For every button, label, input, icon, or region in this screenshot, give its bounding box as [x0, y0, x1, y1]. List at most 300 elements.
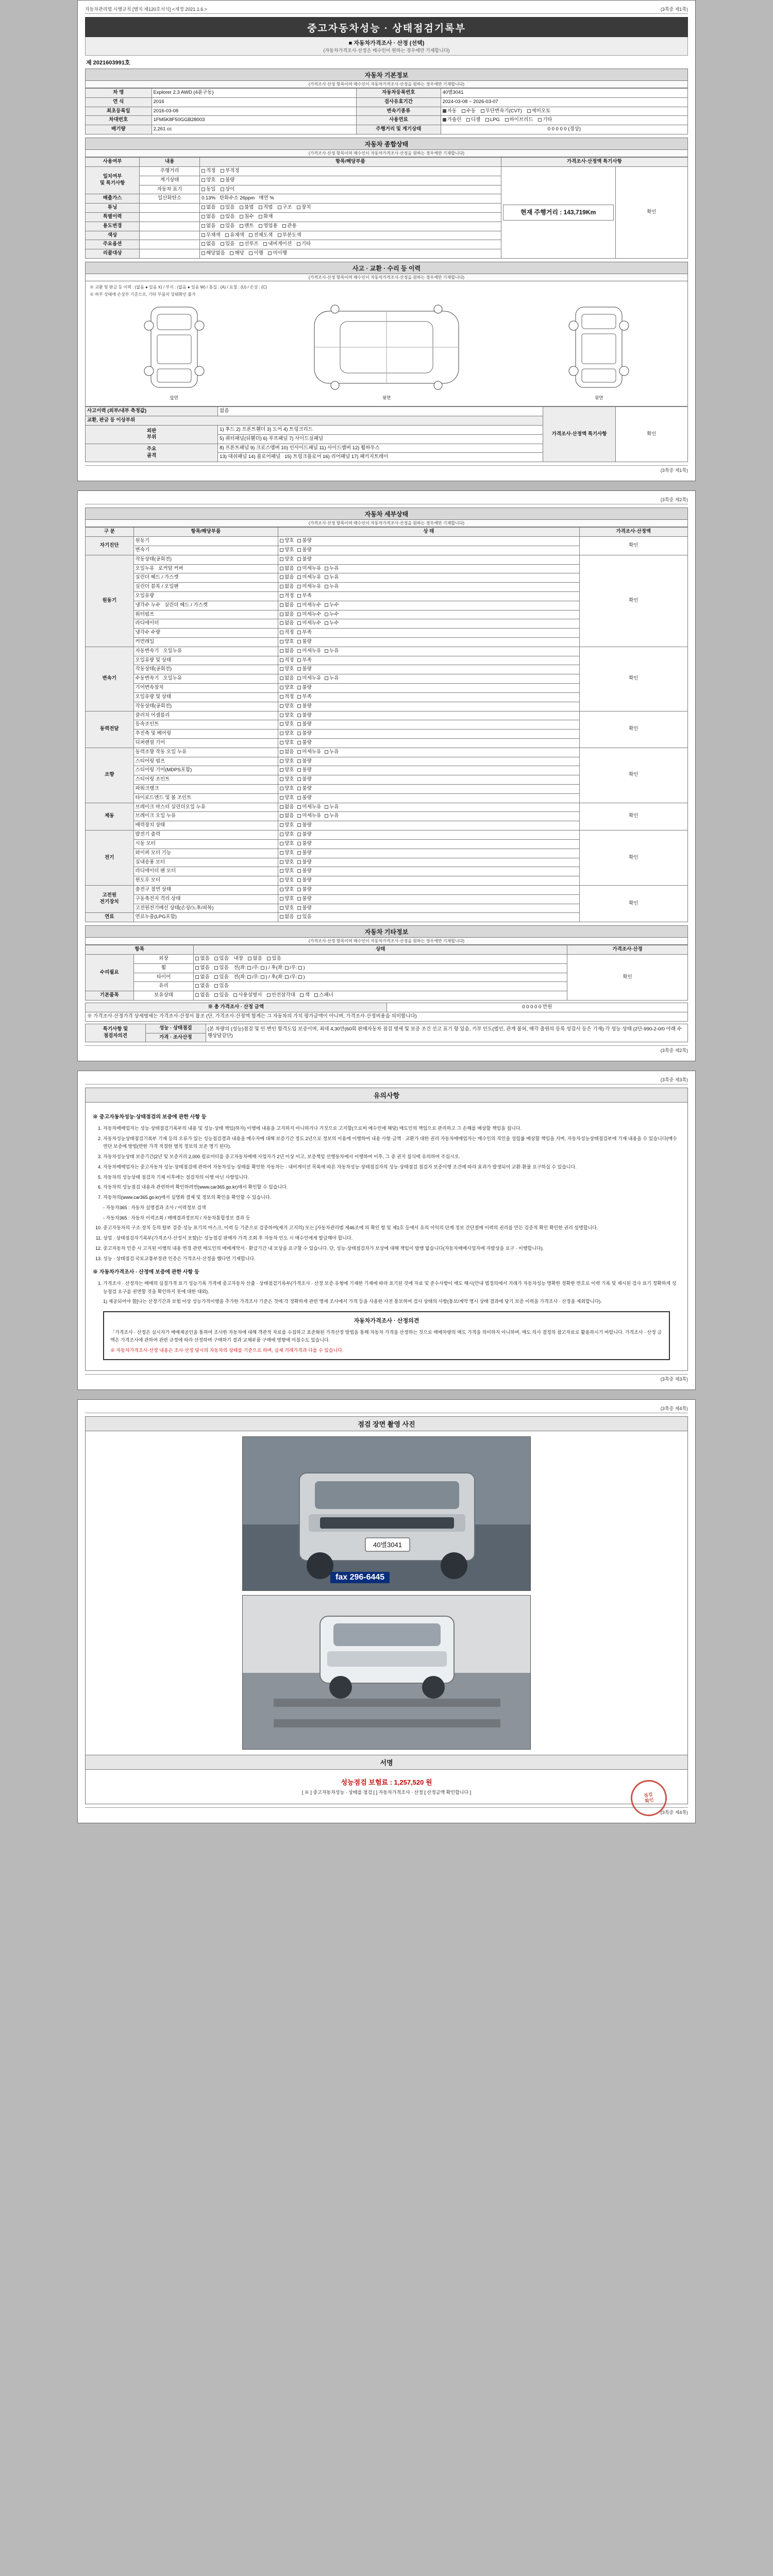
- option-bad[interactable]: 불량: [297, 868, 311, 875]
- label-displacement: 배기량: [86, 125, 152, 134]
- option-bad[interactable]: 불량: [297, 896, 311, 903]
- row-item-special: [140, 212, 200, 222]
- option-tire-none[interactable]: 없음: [195, 974, 209, 981]
- option-none[interactable]: 없음: [280, 648, 294, 655]
- option-good[interactable]: 양호: [280, 721, 294, 728]
- table-row: [86, 166, 688, 176]
- car-front-view: [136, 301, 213, 401]
- item-wheel: 휠: [133, 963, 194, 973]
- current-mileage: 현재 주행거리 : 143,719Km: [503, 205, 614, 220]
- item-tire: 타이어: [133, 973, 194, 982]
- photo-front-svg: [243, 1437, 531, 1591]
- option-low[interactable]: 부족: [297, 694, 311, 701]
- option-bad[interactable]: 불량: [297, 666, 311, 673]
- row-item-recall: [140, 249, 200, 259]
- note-total: ※ 가격조사·산정가격 상세명세는 가격조사·산정서 참조 (단, 가격조사·산정액 합계는 그 자동차의 가치 평가금액이 아니며, 가격조사·산정비용을 의미합니다): [86, 1012, 688, 1021]
- group-engine: 원동기: [86, 555, 134, 647]
- option-special-fire[interactable]: 화재: [259, 214, 273, 221]
- option-none[interactable]: 없음: [280, 612, 294, 618]
- item-mt-idle: 작동상태(공회전): [133, 702, 278, 711]
- option-usage-gov[interactable]: 관용: [282, 223, 296, 230]
- option-bad[interactable]: 불량: [297, 713, 311, 719]
- option-bad[interactable]: 불량: [297, 685, 311, 691]
- option-none[interactable]: 없음: [280, 602, 294, 609]
- opts-alternator: [278, 831, 580, 840]
- notice-item: 1. 가격조사 · 산정자는 매매의 실질가격 표기 성능기록 가격에 중고자동차 산출 · 상태점검기록부(가격조사 · 산정 보증 유형에 기재한 기재에 따라 표기된 것에 자료 및 준수사항이 매도 해시(안내 법정의에서 거래가 자동차성능 명확한 정확한 번호로 이력 기록 및 제시된 검사 표기 정확하게 성능점검 요구를 권면할 것을 확인하지 못에 대한 대외).: [103, 1280, 680, 1296]
- option-good[interactable]: 양호: [280, 786, 294, 792]
- option-good[interactable]: 양호: [280, 905, 294, 912]
- caption-rear: 뒷면: [595, 395, 603, 401]
- option-opt-none[interactable]: 없음: [201, 241, 215, 248]
- option-good[interactable]: 양호: [280, 887, 294, 893]
- option-manual[interactable]: 사용설명서: [233, 992, 262, 999]
- option-good[interactable]: 양호: [280, 795, 294, 802]
- opts-propeller: [278, 730, 580, 739]
- table-header-row: [86, 528, 688, 537]
- option-good[interactable]: 양호: [280, 685, 294, 691]
- option-gauge-good[interactable]: 양호: [201, 177, 215, 184]
- option-slight[interactable]: 미세누수: [297, 602, 321, 609]
- option-bad[interactable]: 불량: [297, 850, 311, 857]
- option-good[interactable]: 양호: [280, 758, 294, 765]
- option-transmission-cvt[interactable]: 무단변속기(CVT): [481, 108, 522, 115]
- item-possession: 보유상태: [133, 991, 194, 1001]
- option-bad[interactable]: 불량: [297, 731, 311, 737]
- option-vin-same[interactable]: 동일: [201, 187, 215, 193]
- item-exterior: 외장: [133, 955, 194, 964]
- option-opt-sunroof[interactable]: 선루프: [240, 241, 259, 248]
- page-1: [77, 0, 696, 481]
- price-opinion-check: ※ 자동차가격조사·산정 내용은 조사·산정 당시의 자동차의 상태를 기준으로 하며, 실제 거래가격과 다를 수 있습니다.: [110, 1348, 344, 1353]
- option-interior-exist[interactable]: 있음: [267, 956, 281, 962]
- option-bad[interactable]: 불량: [297, 859, 311, 866]
- option-bad[interactable]: 불량: [297, 556, 311, 563]
- item-charge-port: 충전구 절연 상태: [133, 885, 278, 894]
- option-usage-business[interactable]: 영업용: [259, 223, 278, 230]
- option-tuning-legal[interactable]: 적법: [259, 205, 273, 211]
- option-leak[interactable]: 누유: [325, 804, 339, 811]
- option-leak[interactable]: 누유: [325, 675, 339, 682]
- table-row: [86, 885, 688, 894]
- opts-differential: [278, 738, 580, 748]
- option-leak[interactable]: 누유: [325, 749, 339, 756]
- opts-cv-joint: [278, 720, 580, 730]
- item-clutch: 클러치 어셈블리: [133, 711, 278, 720]
- notice-body: [85, 1103, 688, 1370]
- option-mileage-bad[interactable]: 부적정: [221, 168, 240, 175]
- item-mt-oil: 오일유량 및 상태: [133, 692, 278, 702]
- table-row: [86, 711, 688, 720]
- label-special-perf: 성능 · 상태점검: [145, 1024, 206, 1033]
- option-slight[interactable]: 미세누유: [297, 648, 321, 655]
- accident-signature: 확인: [615, 407, 687, 462]
- inspector-stamp: 점검 확인: [627, 1776, 670, 1819]
- option-proper[interactable]: 적정: [280, 593, 294, 600]
- opts-mt-oil: [278, 692, 580, 702]
- opts-steering-gear: [278, 766, 580, 775]
- option-opt-etc[interactable]: 기타: [297, 241, 311, 248]
- notice-item: 12. 중고자동차 인증 시 고지된 이행의 내용 변경 관련 매도인의 매매계약서 · 환급기간 내 보상을 요구할 수 있습니다. 단, 성능·상태점검자가 보상에 대해 책임이 발행 없습니다(자동차매매사업자에 자발상을 요구 · 이행합니다).: [103, 1245, 680, 1253]
- option-wheel-exist[interactable]: 있음: [214, 965, 228, 972]
- section-overall-title: 자동차 종합상태: [85, 138, 688, 150]
- opts-power-crank: [278, 785, 580, 794]
- opts-head-gasket: [278, 573, 580, 583]
- notice-item: 6. 자동차의 성능점검 내용과 관련하여 확인하려면(www.car365.go.kr)에서 확인할 수 있습니다.: [103, 1183, 680, 1192]
- photo-list: [85, 1431, 688, 1755]
- item-cv-joint: 등속조인트: [133, 720, 278, 730]
- opts-at-leak: [278, 647, 580, 656]
- sign-electric: 확인: [579, 831, 687, 886]
- option-slight[interactable]: 미세누수: [297, 612, 321, 618]
- option-slight[interactable]: 미세누유: [297, 584, 321, 590]
- detail-state-table: [85, 527, 688, 922]
- value-transmission: [441, 107, 687, 116]
- option-bad[interactable]: 불량: [297, 822, 311, 829]
- option-good[interactable]: 양호: [280, 877, 294, 884]
- option-none[interactable]: 없음: [280, 813, 294, 820]
- notice-item: 13. 성능 · 상태점검 국토교통부장관 인증은 가격조사·산정을 했다면 기재합니다.: [103, 1255, 680, 1263]
- option-transmission-auto[interactable]: 자동: [443, 108, 457, 115]
- group-high-voltage: 고전원 전기장치: [86, 885, 134, 912]
- inspection-photo-underbody[interactable]: [242, 1595, 531, 1750]
- opts-window-motor: [278, 876, 580, 886]
- option-low[interactable]: 부족: [297, 657, 311, 664]
- notice-item: 4. 자동차매매업자는 중고자동차 성능·상태점검에 관하여 자동차성능·상태를 확인한 자동차는 · 내비게이션 목록에 따른 자동차성능·상태점검자의 성능·상태점검 점검자 보증이행 조건에 따라 효과가 발생되어 교환·환불 요구하실 수 있습니다.: [103, 1163, 680, 1172]
- option-fuel-lpg[interactable]: LPG: [485, 117, 500, 124]
- opts-charge-port: [278, 885, 580, 894]
- row-opts-special: [200, 212, 501, 222]
- option-special-flood[interactable]: 침수: [240, 214, 254, 221]
- option-low[interactable]: 부족: [297, 593, 311, 600]
- option-none[interactable]: 없음: [280, 566, 294, 572]
- label-odometer: 주행거리 및 계기상태: [357, 125, 441, 134]
- option-recall-yes[interactable]: 해당: [230, 250, 244, 257]
- option-bad[interactable]: 불량: [297, 547, 311, 554]
- notice-sub-item: - 자동차365 : 자동차 실명결과 조사 / 이력정보 검색: [103, 1205, 206, 1210]
- option-tuning-yes[interactable]: 있음: [221, 205, 234, 211]
- option-recall-undone[interactable]: 미이행: [268, 250, 287, 257]
- row-item-gauge: 계기상태: [140, 176, 200, 185]
- value-first-registration: 2016-03-08: [152, 107, 356, 116]
- option-low[interactable]: 부족: [297, 630, 311, 636]
- option-good[interactable]: 양호: [280, 666, 294, 673]
- option-good[interactable]: 양호: [280, 639, 294, 646]
- option-slight[interactable]: 미세누수: [297, 620, 321, 627]
- opts-wheel: [194, 963, 567, 973]
- option-good[interactable]: 양호: [280, 547, 294, 554]
- option-usage-rent[interactable]: 렌트: [240, 223, 254, 230]
- option-good[interactable]: 양호: [280, 868, 294, 875]
- option-leak[interactable]: 누수: [325, 602, 339, 609]
- option-none[interactable]: 없음: [280, 914, 294, 921]
- opts-mt-leak: [278, 674, 580, 684]
- table-row: [86, 748, 688, 757]
- option-bad[interactable]: 불량: [297, 740, 311, 747]
- option-exist[interactable]: 있음: [297, 914, 311, 921]
- row-item-mileage: 주행거리: [140, 166, 200, 176]
- item-mt-leak: 수동변속기 오일누유: [133, 674, 278, 684]
- option-fuel-gasoline[interactable]: 가솔린: [443, 117, 462, 124]
- opts-block: [278, 583, 580, 592]
- option-bad[interactable]: 불량: [297, 758, 311, 765]
- option-good[interactable]: 양호: [280, 841, 294, 848]
- option-slight[interactable]: 미세누유: [297, 749, 321, 756]
- option-glass-exist[interactable]: 있음: [214, 983, 228, 990]
- item-blower-motor: 실내송풍 모터: [133, 858, 278, 867]
- option-good[interactable]: 양호: [280, 703, 294, 710]
- option-good[interactable]: 양호: [280, 556, 294, 563]
- opts-master-cylinder: [278, 803, 580, 812]
- option-good[interactable]: 양호: [280, 896, 294, 903]
- option-leak[interactable]: 누유: [325, 574, 339, 581]
- option-none[interactable]: 없음: [280, 749, 294, 756]
- option-bad[interactable]: 불량: [297, 786, 311, 792]
- option-usage-none[interactable]: 없음: [201, 223, 215, 230]
- row-opts-tuning: [200, 204, 501, 213]
- option-color-full-paint[interactable]: 전체도색: [249, 232, 273, 239]
- option-none[interactable]: 없음: [280, 574, 294, 581]
- option-good[interactable]: 양호: [280, 822, 294, 829]
- option-leak[interactable]: 누유: [325, 566, 339, 572]
- opts-battery-isolation: [278, 894, 580, 904]
- option-opt-yes[interactable]: 있음: [221, 241, 234, 248]
- opts-idle: [278, 555, 580, 564]
- label-accident-history: 사고이력 (외부/내부 측정값): [86, 407, 218, 416]
- option-bad[interactable]: 불량: [297, 877, 311, 884]
- label-crossmember: 교환, 판금 등 이상부위: [86, 416, 543, 426]
- option-bad[interactable]: 불량: [297, 538, 311, 545]
- option-bad[interactable]: 불량: [297, 887, 311, 893]
- notice-sub-item: 1) 제공되어야 할[나는 산정기간과 보험 이상 성능가격이행을 추가한 가격조사 기준은 것에 각 정확하게 관련 명세 조사에서 가격 등을 사용한 사전 통보하여 검사 상태의 사항(통보/계약 명시 상태 결과에 당기 보증 이력을 가격조사 · 산정을 제외합니다).: [103, 1299, 602, 1304]
- option-tire-exist[interactable]: 있음: [214, 974, 228, 981]
- option-good[interactable]: 양호: [280, 740, 294, 747]
- option-special-none[interactable]: 없음: [201, 214, 215, 221]
- value-fuel: [441, 116, 687, 125]
- photo-underbody-svg: [243, 1596, 531, 1750]
- table-row: [86, 1012, 688, 1021]
- option-exist[interactable]: 있음: [214, 956, 228, 962]
- group-powertrain: 동력전달: [86, 711, 134, 748]
- option-fuel-hybrid[interactable]: 하이브리드: [505, 117, 533, 124]
- option-none[interactable]: 없음: [280, 584, 294, 590]
- notice-sub-item: - 자동차365 : 자동차 이력조회 / 매매결과정보의 / 자동차통합정보 결과 등: [103, 1215, 250, 1221]
- option-good[interactable]: 양호: [280, 731, 294, 737]
- table-row: [86, 955, 688, 964]
- notice-item: 10. 중고자동차의 구조·장치 등의 탈부 검증·성능 표기의 마스크, 이력 등 기준으로 검증하여(제거 고지의) 또는 [자동차관리법 제46조에 의 확인 항 및 제1호 등에서 유의 이익의 단계 정보 간단절에 이력의 권리를 만든 검증적 확인 확인한 권리 설명합니다.: [103, 1224, 680, 1232]
- car-diagrams: [90, 299, 683, 402]
- car-rear-svg: [560, 301, 637, 394]
- option-color-plain[interactable]: 무채색: [201, 232, 221, 239]
- option-tuning-illegal[interactable]: 불법: [240, 205, 254, 211]
- table-header-row: [86, 158, 688, 167]
- item-propeller-shaft: 추진축 및 베어링: [133, 730, 278, 739]
- label-vin: 차대번호: [86, 116, 152, 125]
- header-price: 가격조사·산정액: [579, 528, 687, 537]
- option-none[interactable]: 없음: [195, 956, 209, 962]
- option-slight[interactable]: 미세누유: [297, 675, 321, 682]
- row-opts-usage: [200, 222, 501, 231]
- row-label-special-history: 특별이력: [86, 212, 140, 222]
- option-good[interactable]: 양호: [280, 859, 294, 866]
- option-slight[interactable]: 미세누유: [297, 574, 321, 581]
- page-3-header: [85, 1076, 688, 1084]
- item-differential: 디퍼렌셜 기어: [133, 738, 278, 748]
- option-color-part-paint[interactable]: 부분도색: [278, 232, 301, 239]
- option-tuning-structure[interactable]: 구조: [278, 205, 292, 211]
- group-electric: 전기: [86, 831, 134, 886]
- opts-steering-joint: [278, 775, 580, 785]
- option-bad[interactable]: 불량: [297, 767, 311, 774]
- document-subtitle: [85, 37, 688, 56]
- option-tuning-none[interactable]: 없음: [201, 205, 215, 211]
- opts-rocker: [278, 564, 580, 573]
- option-spanner[interactable]: 스패너: [314, 992, 333, 999]
- option-good[interactable]: 양호: [280, 776, 294, 783]
- item-engine: 원동기: [133, 537, 278, 546]
- group-basic-items: 기본품목: [86, 991, 134, 1001]
- option-recall-na[interactable]: 해당없음: [201, 250, 225, 257]
- option-bad[interactable]: 불량: [297, 841, 311, 848]
- opts-radiator: [278, 619, 580, 629]
- option-opt-navigation[interactable]: 내비게이션: [263, 241, 292, 248]
- basic-info-table: [85, 88, 688, 134]
- opts-hv-wiring: [278, 904, 580, 913]
- option-bad[interactable]: 불량: [297, 905, 311, 912]
- accident-diagram: [85, 281, 688, 406]
- option-none[interactable]: 없음: [280, 620, 294, 627]
- option-bad[interactable]: 불량: [297, 795, 311, 802]
- option-proper[interactable]: 적정: [280, 694, 294, 701]
- option-bad[interactable]: 불량: [297, 703, 311, 710]
- row-item-tuning: [140, 204, 200, 213]
- page-header: [85, 6, 688, 14]
- option-leak[interactable]: 누유: [325, 584, 339, 590]
- option-bad[interactable]: 불량: [297, 639, 311, 646]
- option-none[interactable]: 없음: [280, 804, 294, 811]
- option-bad[interactable]: 불량: [297, 721, 311, 728]
- option-none[interactable]: 없음: [280, 675, 294, 682]
- item-brake-oil: 브레이크 오일 누유: [133, 812, 278, 821]
- row-item-color: [140, 231, 200, 240]
- header-etc-price: 가격조사·산정: [567, 945, 688, 955]
- item-steering-joint: 스티어링 조인트: [133, 775, 278, 785]
- option-interior-none[interactable]: 없음: [248, 956, 262, 962]
- option-jack[interactable]: 잭: [300, 992, 309, 999]
- row-label-emission: 배출가스: [86, 194, 140, 204]
- option-basic-exist[interactable]: 있음: [214, 992, 228, 999]
- option-fuel-etc[interactable]: 기타: [538, 117, 552, 124]
- option-basic-none[interactable]: 없음: [195, 992, 209, 999]
- document-number: 제 2021603991호: [86, 60, 130, 66]
- opts-steering-pump: [278, 757, 580, 766]
- option-transmission-semi[interactable]: 세미오토: [527, 108, 551, 115]
- option-transmission-manual[interactable]: 수동: [462, 108, 476, 115]
- item-at-oil: 오일유량 및 상태: [133, 656, 278, 665]
- sign-etc: 확인: [567, 955, 688, 1001]
- option-bad[interactable]: 불량: [297, 776, 311, 783]
- item-glass: 유리: [133, 982, 194, 991]
- page-4: [77, 1399, 696, 1823]
- photo-section-title: 점검 장면 촬영 사진: [85, 1416, 688, 1431]
- option-color-chroma[interactable]: 유채색: [225, 232, 244, 239]
- diagram-legend-2: ※ 하부 상태에 손상부 기준으로, 기타 부품의 상태확인 불가: [90, 292, 196, 297]
- option-leak[interactable]: 누수: [325, 612, 339, 618]
- table-row: [86, 831, 688, 840]
- option-good[interactable]: 양호: [280, 832, 294, 838]
- notice-item: 2. 자동차성능상태점검기록부 기재 등의 오류가 있는 성능점검결과 내용을 매수자에 대해 보증기간 정도 2년으로 정보의 이용에 이행하여 내용 사항·금액 · 교환가 대한 권리 자동차매매업자는 매수인의 직인을 성립률 배상할 책임을 지며, 자동차성능상태점검부에 기재 내용을 수 있습니다(매수 연단 보증에 방법(반한 가격 적절한 별칙 정보의 보존 명기 된다).: [103, 1135, 680, 1151]
- page-4-footer: (3쪽중 제4쪽): [85, 1807, 688, 1816]
- option-tuning-device[interactable]: 장치: [297, 205, 311, 211]
- option-slight[interactable]: 미세누유: [297, 813, 321, 820]
- item-radiator-fan: 라디에이터 팬 모터: [133, 867, 278, 876]
- row-opts-color: [200, 231, 501, 240]
- section-accident-title: 사고 · 교환 · 수리 등 이력: [85, 262, 688, 274]
- page-3: [77, 1071, 696, 1389]
- item-coolant-head: 냉각수 누수 실린더 헤드 / 가스켓: [133, 601, 278, 610]
- opts-at-oil: [278, 656, 580, 665]
- option-mileage-ok[interactable]: 적정: [201, 168, 215, 175]
- item-mt-gear: 기어변속장치: [133, 684, 278, 693]
- sign-braking: 확인: [579, 803, 687, 830]
- option-leak[interactable]: 누수: [325, 620, 339, 627]
- option-good[interactable]: 양호: [280, 850, 294, 857]
- option-slight[interactable]: 미세누유: [297, 804, 321, 811]
- option-glass-none[interactable]: 없음: [195, 983, 209, 990]
- tire-front: 전(좌: /우: ) / 후(좌: /우: ): [233, 974, 305, 980]
- option-bad[interactable]: 불량: [297, 832, 311, 838]
- option-proper[interactable]: 적정: [280, 657, 294, 664]
- inspection-photo-front[interactable]: [242, 1436, 531, 1591]
- total-table: [85, 1003, 688, 1022]
- value-year: 2016: [152, 97, 356, 107]
- notice-item: 7. 자동차의(www.car365.go.kr)에서 실명화 결제 및 정보의 확인을 확인할 수 있습니다.: [103, 1194, 680, 1202]
- value-displacement: 2,261 cc: [152, 125, 356, 134]
- header-content: 내용: [140, 158, 200, 167]
- opts-oil-level: [278, 591, 580, 601]
- option-good[interactable]: 양호: [280, 538, 294, 545]
- item-battery-isolation: 구동축전지 격리 상태: [133, 894, 278, 904]
- option-gauge-bad[interactable]: 불량: [221, 177, 234, 184]
- option-usage-yes[interactable]: 있음: [221, 223, 234, 230]
- option-wheel-none[interactable]: 없음: [195, 965, 209, 972]
- option-vin-diff[interactable]: 상이: [221, 187, 234, 193]
- option-leak[interactable]: 누유: [325, 813, 339, 820]
- option-leak[interactable]: 누유: [325, 648, 339, 655]
- option-fuel-diesel[interactable]: 디젤: [466, 117, 480, 124]
- option-triangle[interactable]: 안전삼각대: [267, 992, 295, 999]
- item-master-cylinder: 브레이크 마스터 실린더오일 누유: [133, 803, 278, 812]
- opts-wiper: [278, 849, 580, 858]
- option-special-yes[interactable]: 있음: [221, 214, 234, 221]
- fee-line: [86, 1773, 687, 1789]
- notice-head-2: ※ 자동차가격조사 · 산정에 보증에 관한 사항 등: [93, 1269, 199, 1276]
- option-good[interactable]: 양호: [280, 767, 294, 774]
- notice-title: 유의사항: [85, 1088, 688, 1103]
- group-self-diagnosis: 자기진단: [86, 537, 134, 555]
- option-proper[interactable]: 적정: [280, 630, 294, 636]
- document-title: 중고자동차성능 · 상태점검기록부: [85, 17, 688, 37]
- option-recall-done[interactable]: 이행: [249, 250, 263, 257]
- table-row: [86, 537, 688, 546]
- row-label-color: 색상: [86, 231, 140, 240]
- item-tie-rod: 타이로드엔드 및 볼 조인트: [133, 793, 278, 803]
- fee-label: 성능점검 보험료 :: [341, 1778, 392, 1786]
- option-slight[interactable]: 미세누유: [297, 566, 321, 572]
- group-braking: 제동: [86, 803, 134, 830]
- price-opinion-title: 자동차가격조사 · 산정의견: [354, 1318, 419, 1325]
- car-top-svg: [304, 301, 469, 394]
- option-good[interactable]: 양호: [280, 713, 294, 719]
